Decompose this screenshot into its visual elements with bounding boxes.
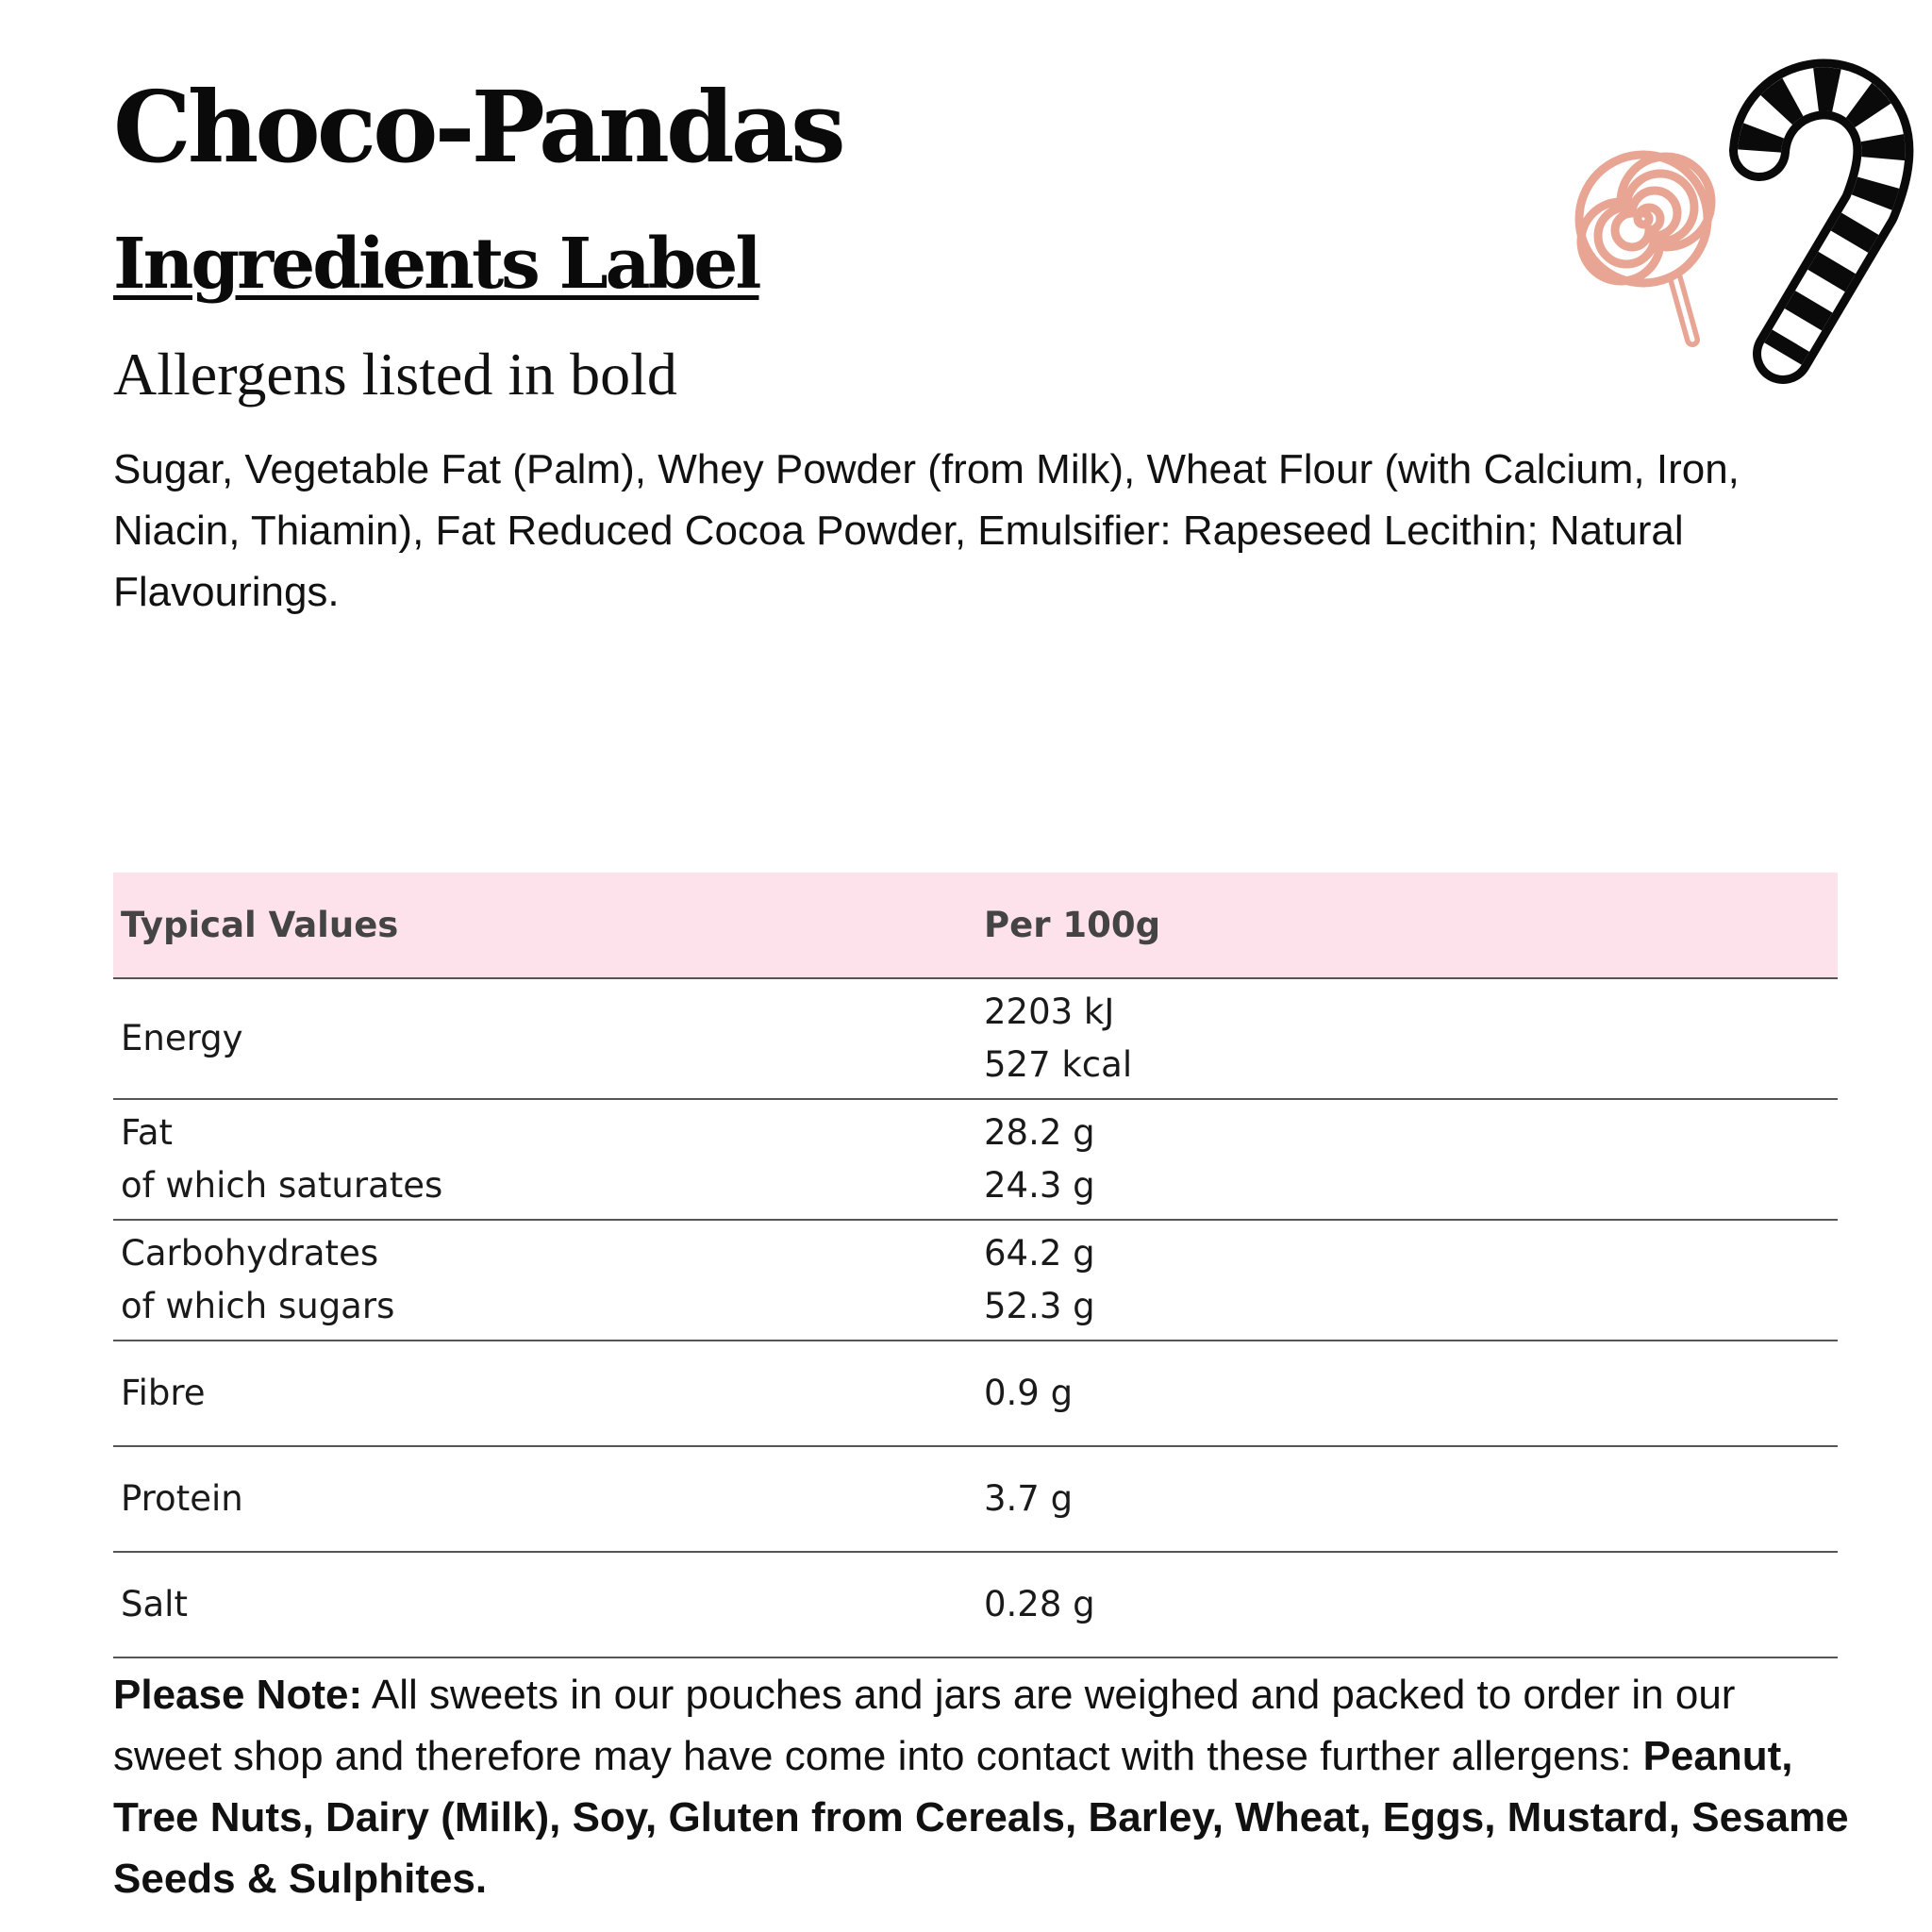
please-note-text: All sweets in our pouches and jars are weighed and packed to order in our sweet shop and therefore may have come into contact with these further allergens: [113,1672,1736,1779]
value-line: 0.9 g [984,1373,1074,1413]
product-title: Choco-Pandas [113,69,842,185]
nutrient-sub-name: of which sugars [121,1286,395,1326]
value-line: 24.3 g [984,1165,1095,1206]
sweets-illustration [1566,57,1932,387]
nutrient-value [976,1341,1838,1446]
value-line: 3.7 g [984,1478,1074,1519]
table-row [113,1099,1838,1220]
ingredients-list: Sugar, Vegetable Fat (Palm), Whey Powder (from Milk), Wheat Flour (with Calcium, Iron, Niacin, Thiamin), Fat Reduced Cocoa Powder, Emulsifier: Rapeseed Lecithin; Natural Flavourings. [113,446,1740,615]
nutrient-label [113,1552,976,1657]
typical-values-header: Typical Values [121,905,399,945]
table-row [113,1341,1838,1446]
nutrient-value [976,1552,1838,1657]
nutrient-label [113,1446,976,1552]
nutrient-value [976,1099,1838,1220]
nutrient-name: Salt [121,1584,188,1624]
nutrient-name: Fat [121,1112,174,1153]
value-line: 0.28 g [984,1584,1095,1624]
lollipop-icon [1579,155,1711,340]
nutrient-sub-name: of which saturates [121,1165,443,1206]
value-line: 2203 kJ [984,991,1115,1032]
allergens-note: Allergens listed in bold [113,341,677,408]
value-line: 52.3 g [984,1286,1095,1326]
nutrient-label [113,1341,976,1446]
per-100g-header: Per 100g [984,905,1161,945]
nutrition-header-row [113,873,1838,978]
nutrient-value [976,1220,1838,1341]
further-allergens-list: Peanut, Tree Nuts, Dairy (Milk), Soy, Gluten from Cereals, Barley, Wheat, Eggs, Mustard, Sesame Seeds & Sulphites. [113,1733,1849,1902]
nutrient-name: Carbohydrates [121,1233,379,1274]
value-line: 527 kcal [984,1044,1133,1085]
nutrient-label [113,978,976,1099]
candy-cane-icon [1759,89,1883,354]
nutrient-name: Fibre [121,1373,206,1413]
nutrient-value [976,978,1838,1099]
value-line: 64.2 g [984,1233,1095,1274]
nutrient-name: Energy [121,1018,243,1058]
table-row [113,1446,1838,1552]
nutrient-value [976,1446,1838,1552]
value-line: 28.2 g [984,1112,1095,1153]
nutrient-label [113,1220,976,1341]
table-row [113,1552,1838,1657]
ingredients-label-heading: Ingredients Label [113,224,759,305]
nutrient-name: Protein [121,1478,243,1519]
table-row [113,1220,1838,1341]
label-page [113,0,1849,1932]
please-note-paragraph [113,1664,1849,1909]
nutrition-table [113,873,1838,1658]
please-note-label: Please Note: [113,1672,363,1718]
table-row [113,978,1838,1099]
nutrient-label [113,1099,976,1220]
